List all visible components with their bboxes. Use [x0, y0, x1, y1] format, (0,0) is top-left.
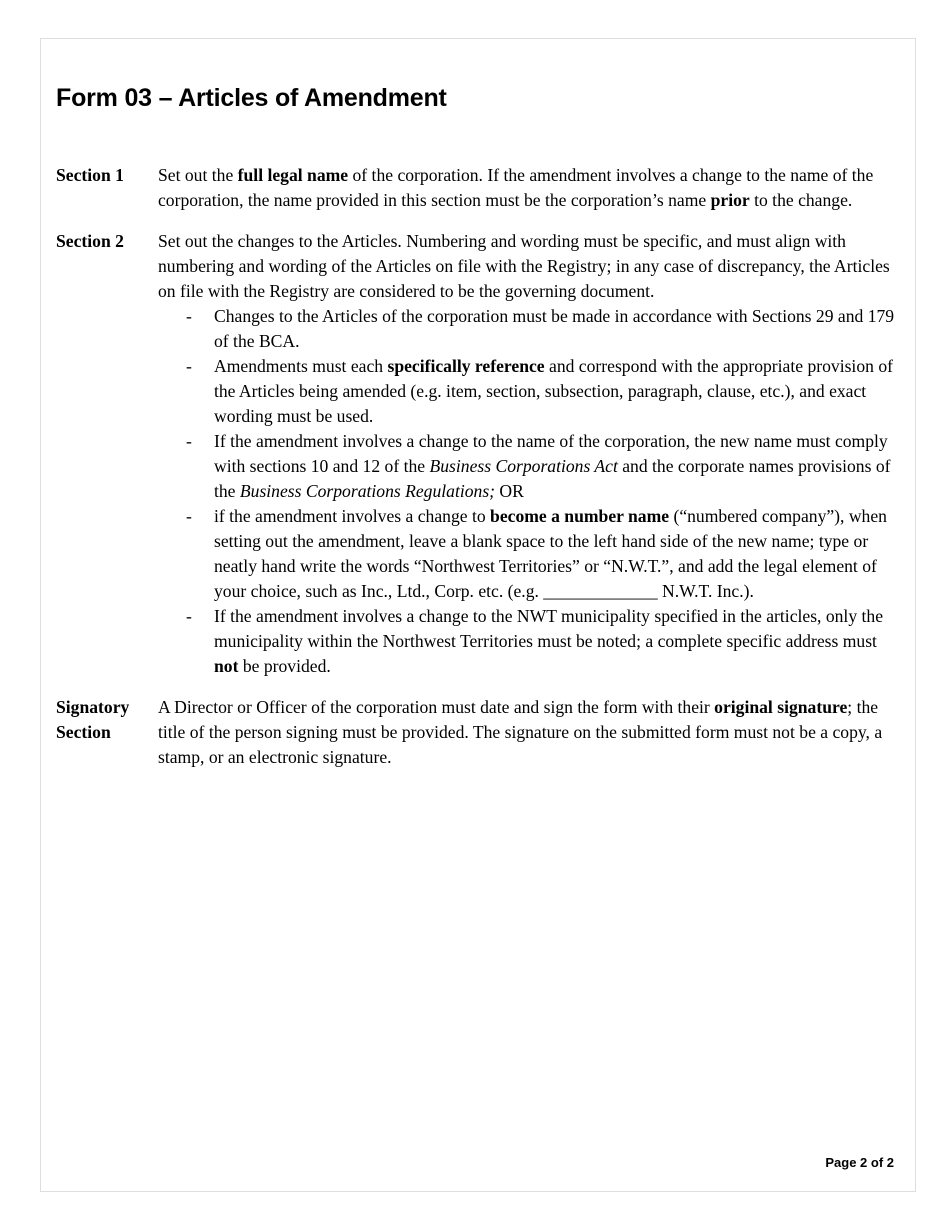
- bullet-dash: -: [186, 506, 192, 526]
- label-line: Section: [56, 722, 111, 742]
- signatory-section-text: [158, 695, 896, 770]
- italic-regulations-title: Business Corporations Regulations;: [239, 481, 496, 501]
- section-1-text: [158, 163, 896, 213]
- section-1: [56, 163, 896, 213]
- bullet-dash: -: [186, 606, 192, 626]
- signatory-section-label: [56, 695, 158, 770]
- text-run: If the amendment involves a change to the name of the corporation, the new name must comply with sections 10 and 12 of the: [214, 431, 888, 476]
- emphasis-number-name: become a number name: [490, 506, 670, 526]
- section-1-body: [158, 163, 896, 213]
- bullet-text: [214, 504, 896, 604]
- text-run: be provided.: [238, 656, 331, 676]
- text-run: of the corporation. If the amendment involves a change to the name of the corporation, the name provided in this section must be the corporation’s name: [158, 165, 874, 210]
- emphasis-specifically-reference: specifically reference: [387, 356, 545, 376]
- emphasis-full-legal-name: full legal name: [237, 165, 349, 185]
- list-item: [158, 304, 896, 354]
- bullet-text: [214, 604, 896, 679]
- section-2: [56, 229, 896, 679]
- emphasis-original-signature: original signature: [714, 697, 848, 717]
- emphasis-not: not: [214, 656, 239, 676]
- bullet-text: [214, 354, 896, 429]
- text-run: and correspond with the appropriate provision of the Articles being amended (e.g. item, section, subsection, paragraph, clause, etc.), and exact wording must be used.: [214, 356, 893, 426]
- bullet-dash: -: [186, 356, 192, 376]
- text-run: ; the title of the person signing must be provided. The signature on the submitted form must not be a copy, a stamp, or an electronic signature.: [158, 697, 883, 767]
- section-1-label: Section 1: [56, 165, 124, 185]
- text-run: Set out the: [158, 165, 238, 185]
- page-title: Form 03 – Articles of Amendment: [56, 84, 447, 112]
- list-item: [158, 604, 896, 679]
- section-2-label: Section 2: [56, 231, 124, 251]
- list-item: [158, 504, 896, 604]
- section-2-bullet-list: [158, 304, 896, 679]
- emphasis-prior: prior: [710, 190, 750, 210]
- text-run: If the amendment involves a change to the NWT municipality specified in the articles, only the municipality within the Northwest Territories must be noted; a complete specific address must: [214, 606, 884, 651]
- text-run: OR: [495, 481, 524, 501]
- text-run: Changes to the Articles of the corporation must be made in accordance with Sections 29 and 179 of the BCA.: [214, 306, 895, 351]
- text-run: and the corporate names provisions of the: [214, 456, 891, 501]
- italic-act-title: Business Corporations Act: [429, 456, 618, 476]
- bullet-dash: -: [186, 306, 192, 326]
- text-run: (“numbered company”), when setting out the amendment, leave a blank space to the left hand side of the new name; type or neatly hand write the words “Northwest Territories” or “N.W.T.”, and add the legal element of your choice, such as Inc., Ltd., Corp. etc. (e.g. _____________ N.W.T. Inc.).: [214, 506, 887, 601]
- section-2-body: [158, 229, 896, 679]
- signatory-section: [56, 695, 896, 770]
- label-line: Signatory: [56, 697, 130, 717]
- list-item: [158, 429, 896, 504]
- page-number: Page 2 of 2: [825, 1155, 894, 1170]
- bullet-dash: -: [186, 431, 192, 451]
- list-item: [158, 354, 896, 429]
- text-run: Amendments must each: [214, 356, 388, 376]
- text-run: A Director or Officer of the corporation must date and sign the form with their: [158, 697, 715, 717]
- text-run: to the change.: [749, 190, 853, 210]
- section-2-intro: Set out the changes to the Articles. Numbering and wording must be specific, and must align with numbering and wording of the Articles on file with the Registry; in any case of discrepancy, the Articles on file with the Registry are considered to be the governing document.: [158, 231, 890, 301]
- bullet-text: [214, 429, 896, 504]
- bullet-text: [214, 304, 896, 354]
- signatory-section-body: [158, 695, 896, 770]
- instructions-body: [56, 163, 896, 786]
- text-run: if the amendment involves a change to: [214, 506, 491, 526]
